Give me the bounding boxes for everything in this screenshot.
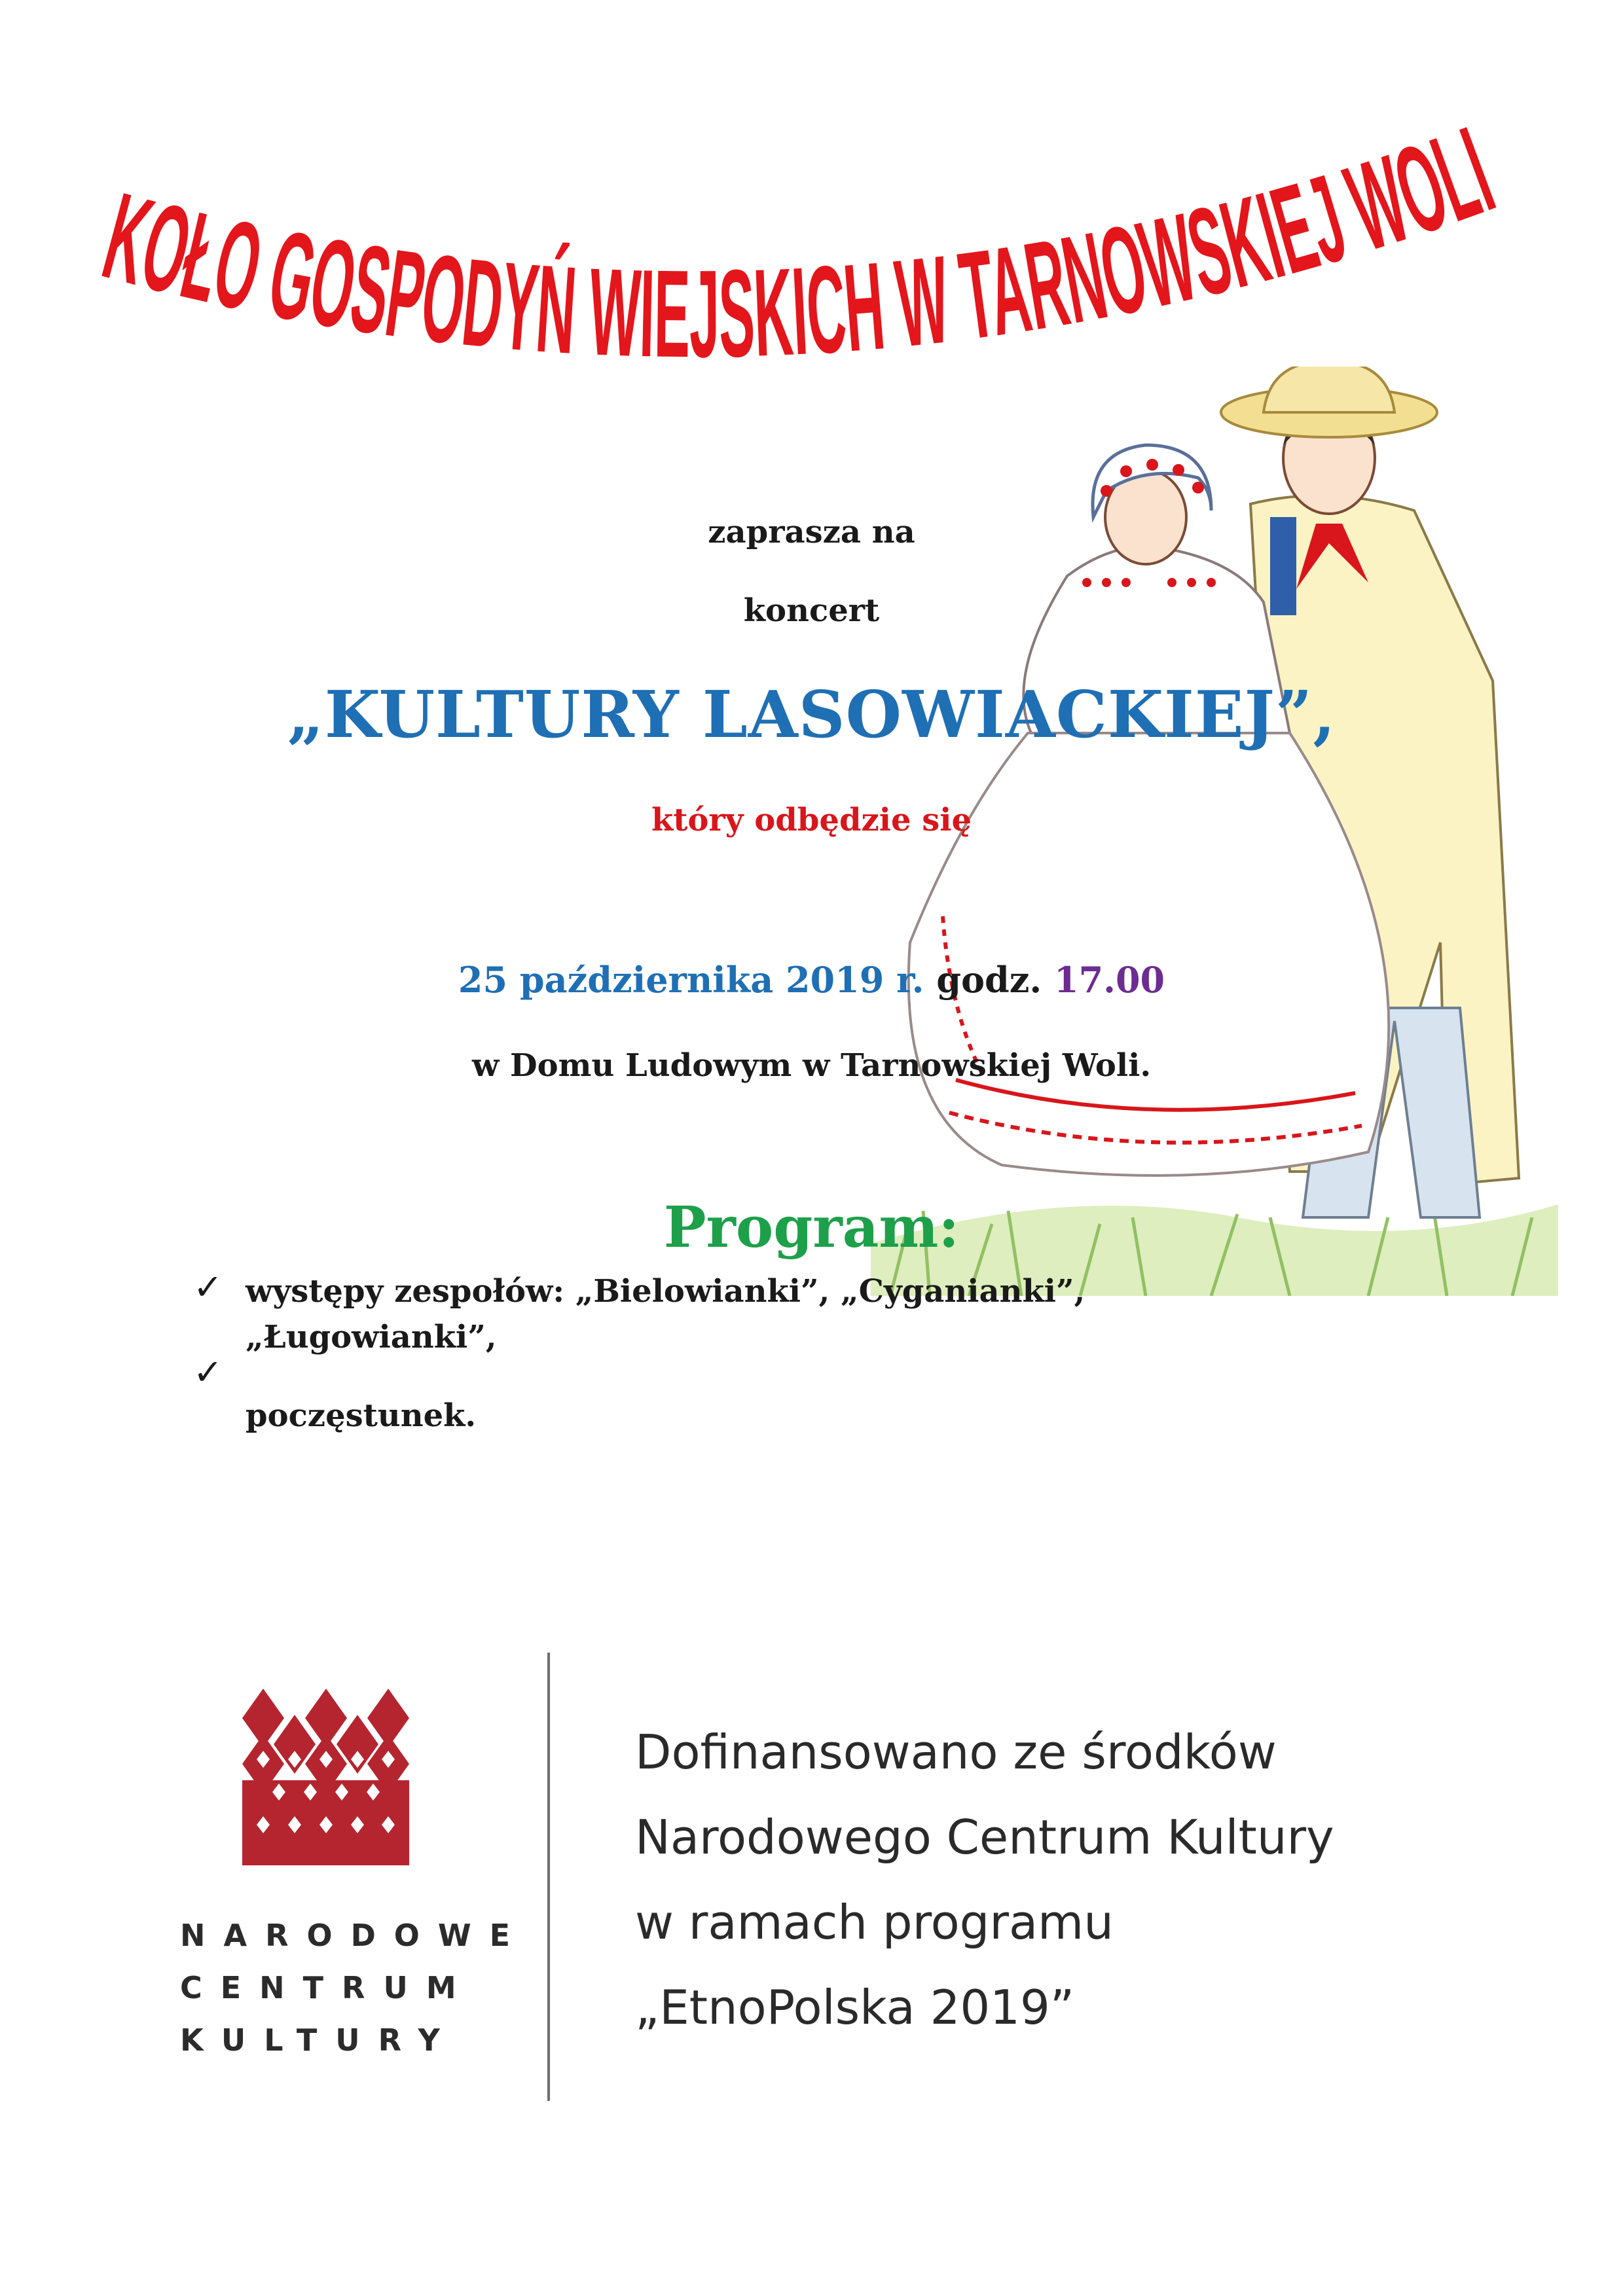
nck-logo-line-2: CENTRUM (180, 1970, 475, 2005)
program-heading: Program: (663, 1194, 960, 1261)
will-take-place: który odbędzie się (651, 802, 972, 838)
time-label: godz. (936, 959, 1042, 1001)
venue: w Domu Ludowym w Tarnowskiej Woli. (471, 1047, 1152, 1084)
check-icon: ✓ (193, 1352, 223, 1393)
funding-line-1: Dofinansowano ze środków (635, 1725, 1277, 1780)
nck-crown-logo (242, 1689, 412, 1865)
funding-line-2: Narodowego Centrum Kultury (635, 1810, 1334, 1865)
nck-logo-line-1: NARODOWE (180, 1918, 529, 1953)
hat-crown (1264, 367, 1395, 412)
program-item-2: „Ługowianki”, (246, 1319, 497, 1355)
logo-divider (547, 1653, 550, 2101)
funding-line-3: w ramach programu (635, 1895, 1114, 1950)
headline-text (91, 91, 1535, 386)
funding-line-4: „EtnoPolska 2019” (635, 1980, 1075, 2035)
invites-line: zaprasza na (708, 514, 915, 550)
check-icon: ✓ (193, 1266, 223, 1308)
program-item-3: poczęstunek. (246, 1397, 477, 1434)
event-date: 25 października 2019 r. (458, 959, 924, 1001)
event-type: koncert (743, 592, 880, 629)
event-title: „KULTURY LASOWIACKIEJ”, (287, 677, 1336, 753)
program-item-1: występy zespołów: „Bielowianki”, „Cyganianki”, (246, 1273, 1085, 1310)
headline-path: KOŁO GOSPODYŃ WIEJSKICH W TARNOWSKIEJ WOLI (91, 91, 1535, 386)
date-time-line (0, 959, 1623, 1001)
event-time: 17.00 (1054, 959, 1165, 1001)
nck-logo-line-3: KULTURY (180, 2022, 458, 2058)
